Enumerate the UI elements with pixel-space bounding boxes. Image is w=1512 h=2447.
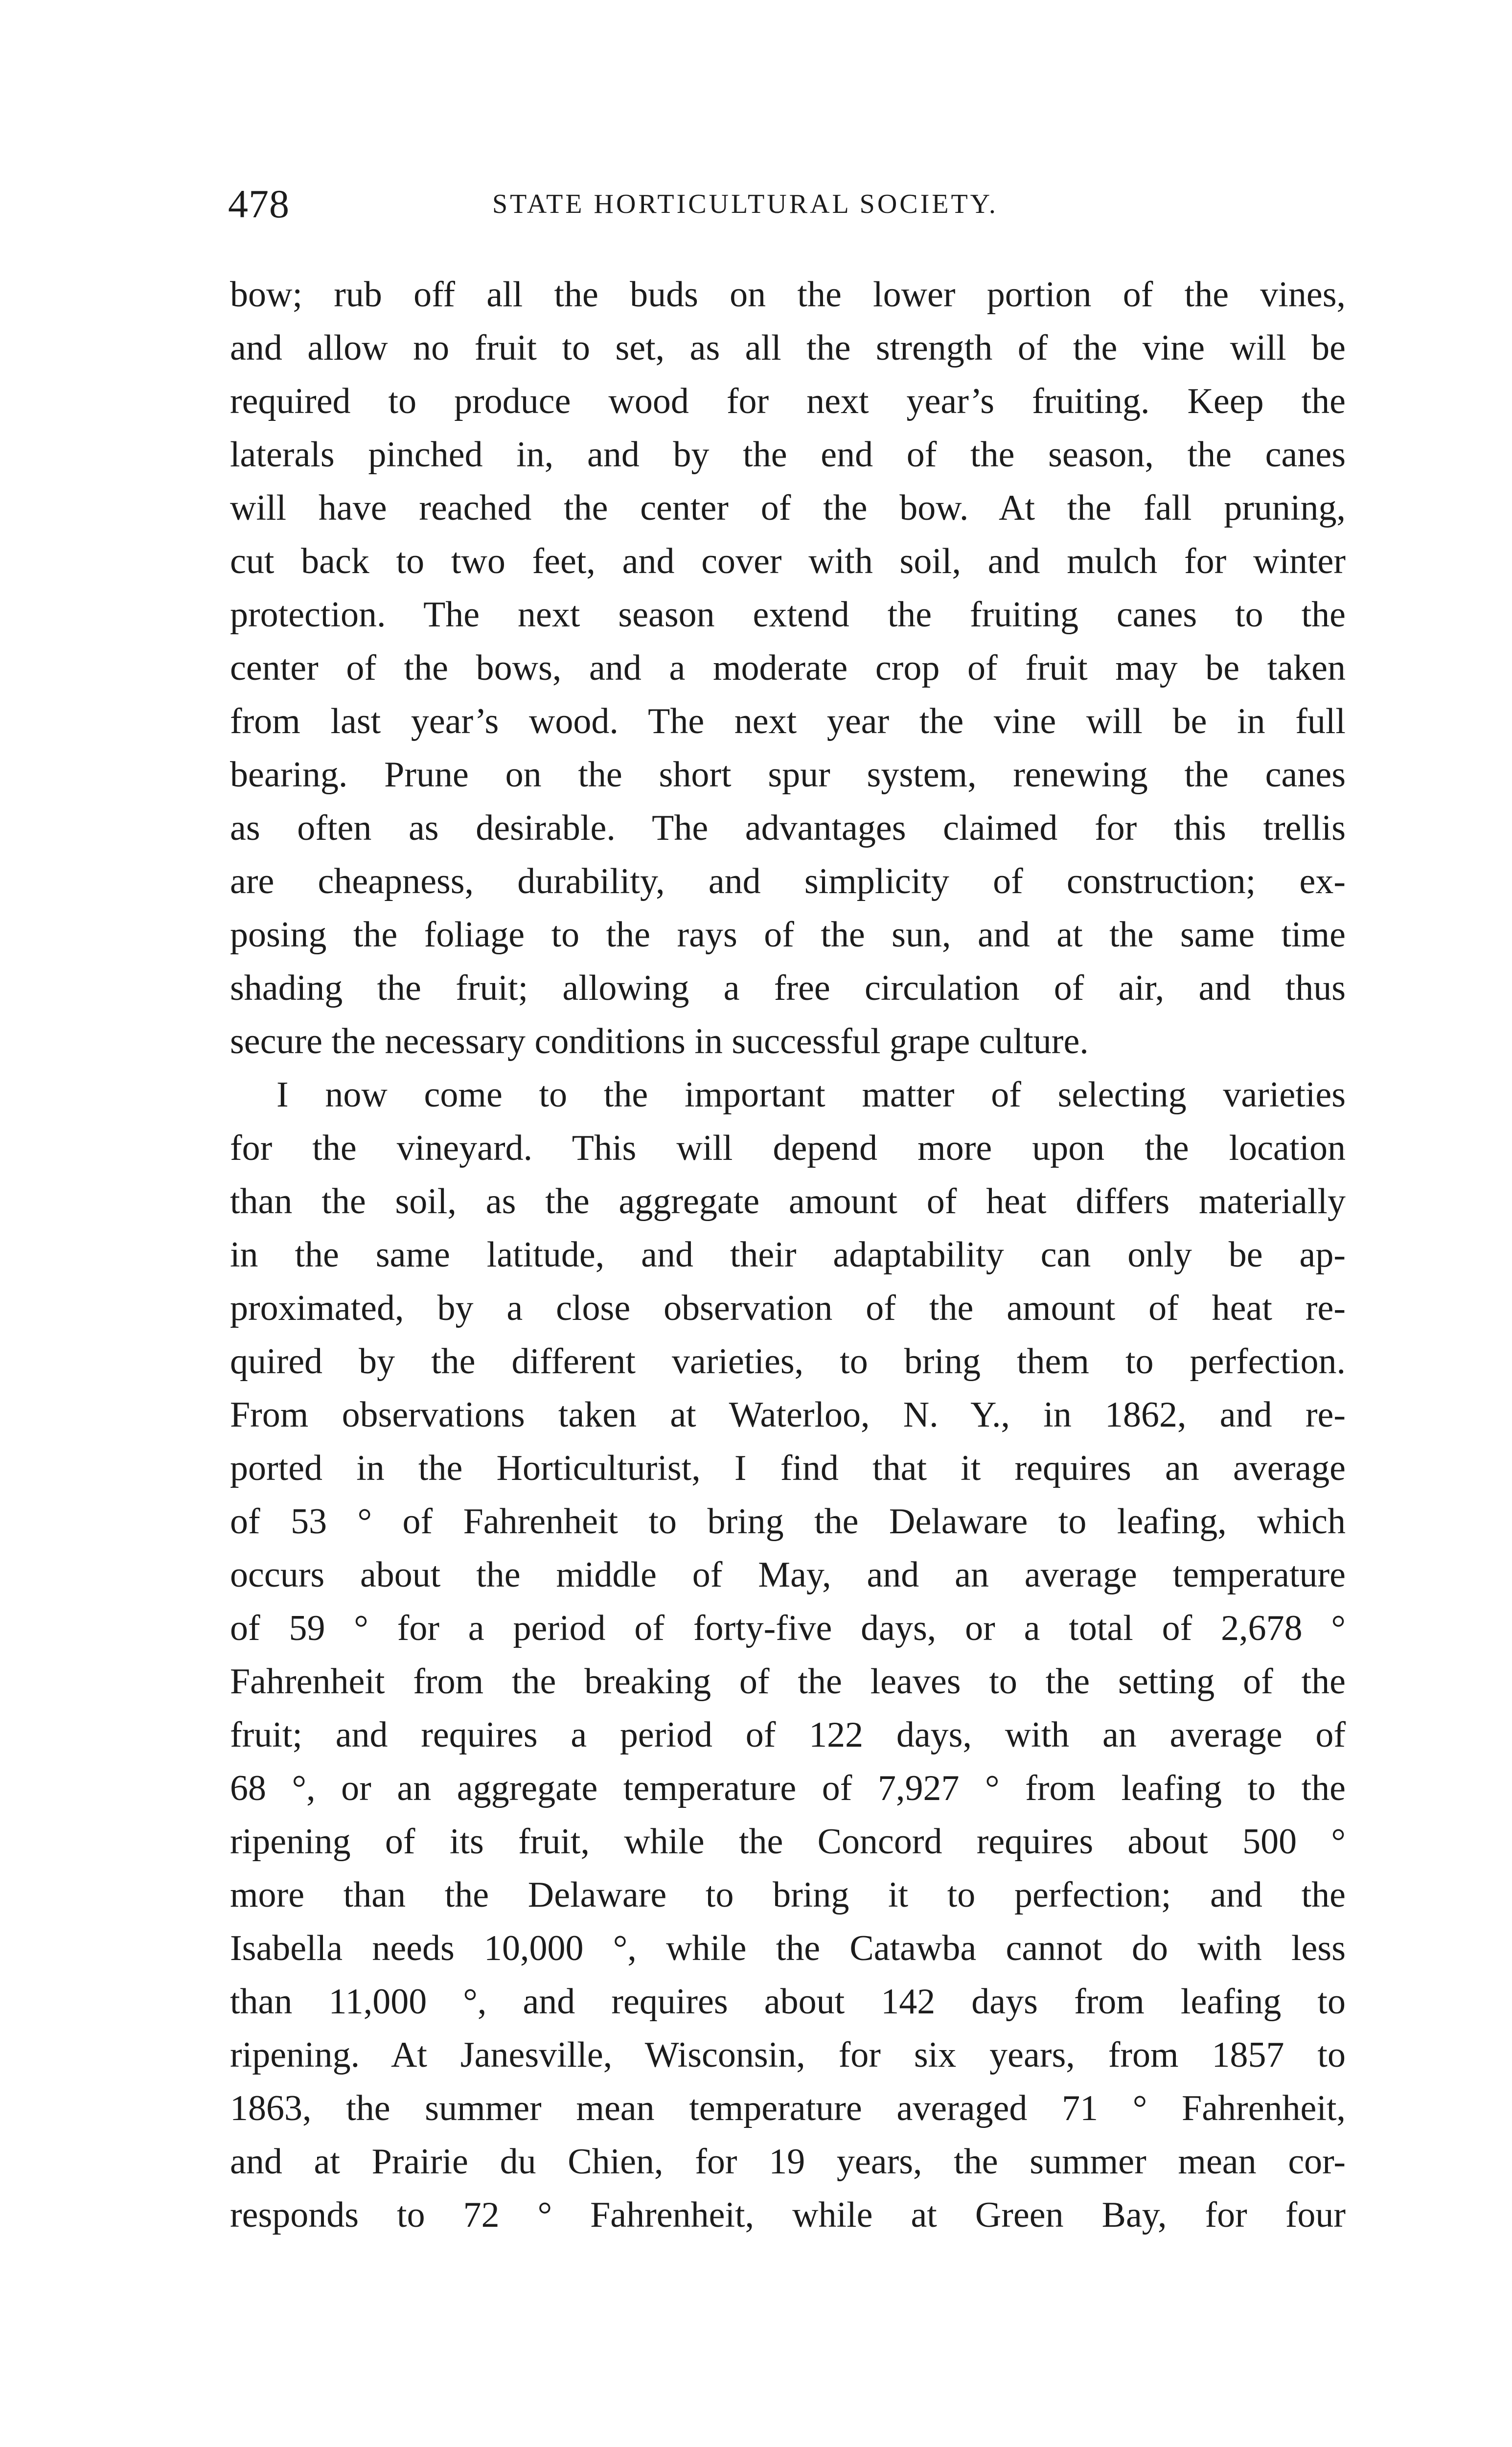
text-line: than 11,000 °, and requires about 142 days from leafing to: [230, 1982, 1346, 2022]
text-line: occurs about the middle of May, and an average temperature: [230, 1555, 1346, 1595]
text-line: Fahrenheit from the breaking of the leaves to the setting of the: [230, 1662, 1346, 1702]
text-line: bearing. Prune on the short spur system, renewing the canes: [230, 755, 1346, 795]
paragraph-first-line: I now come to the important matter of selecting varieties: [276, 1075, 1346, 1115]
text-line: more than the Delaware to bring it to perfection; and the: [230, 1875, 1346, 1915]
text-line: in the same latitude, and their adaptability can only be ap-: [230, 1235, 1346, 1275]
text-line: posing the foliage to the rays of the sun, and at the same time: [230, 915, 1346, 955]
text-line: are cheapness, durability, and simplicity of construction; ex-: [230, 861, 1346, 901]
text-line: protection. The next season extend the fruiting canes to the: [230, 595, 1346, 635]
text-line: shading the fruit; allowing a free circulation of air, and thus: [230, 968, 1346, 1008]
text-line: will have reached the center of the bow. At the fall pruning,: [230, 488, 1346, 528]
text-line: as often as desirable. The advantages claimed for this trellis: [230, 808, 1346, 848]
text-line: ripening of its fruit, while the Concord requires about 500 °: [230, 1822, 1346, 1862]
text-line: of 59 ° for a period of forty-five days, or a total of 2,678 °: [230, 1608, 1346, 1648]
text-line: laterals pinched in, and by the end of the season, the canes: [230, 435, 1346, 475]
text-line: center of the bows, and a moderate crop of fruit may be taken: [230, 648, 1346, 688]
paragraph-last-line: secure the necessary conditions in successful grape culture.: [230, 1021, 1089, 1062]
text-line: from last year’s wood. The next year the vine will be in full: [230, 701, 1346, 741]
text-line: responds to 72 ° Fahrenheit, while at Green Bay, for four: [230, 2195, 1346, 2235]
body-text: [230, 268, 1346, 2242]
text-line: 1863, the summer mean temperature averaged 71 ° Fahrenheit,: [230, 2088, 1346, 2128]
text-line-italic-reference: ported in the Horticulturist, I find that it requires an average: [230, 1448, 1346, 1488]
text-line: required to produce wood for next year’s fruiting. Keep the: [230, 381, 1346, 421]
text-line: proximated, by a close observation of the amount of heat re-: [230, 1288, 1346, 1328]
text-line: for the vineyard. This will depend more upon the location: [230, 1128, 1346, 1168]
text-line: bow; rub off all the buds on the lower portion of the vines,: [230, 275, 1346, 315]
text-line: than the soil, as the aggregate amount of heat differs materially: [230, 1181, 1346, 1222]
text-line: Isabella needs 10,000 °, while the Catawba cannot do with less: [230, 1928, 1346, 1968]
text-line: 68 °, or an aggregate temperature of 7,927 ° from leafing to the: [230, 1768, 1346, 1808]
running-head-title: STATE HORTICULTURAL SOCIETY.: [492, 189, 998, 219]
text-line: cut back to two feet, and cover with soil, and mulch for winter: [230, 541, 1346, 581]
page-number: 478: [228, 182, 290, 226]
running-head: [228, 177, 1349, 231]
text-line: and allow no fruit to set, as all the strength of the vine will be: [230, 328, 1346, 368]
text-line: From observations taken at Waterloo, N. Y., in 1862, and re-: [230, 1395, 1346, 1435]
text-line: and at Prairie du Chien, for 19 years, the summer mean cor-: [230, 2142, 1346, 2182]
text-line: quired by the different varieties, to bring them to perfection.: [230, 1341, 1346, 1382]
text-line: ripening. At Janesville, Wisconsin, for six years, from 1857 to: [230, 2035, 1346, 2075]
text-line: fruit; and requires a period of 122 days, with an average of: [230, 1715, 1346, 1755]
text-line: of 53 ° of Fahrenheit to bring the Delaware to leafing, which: [230, 1501, 1346, 1542]
